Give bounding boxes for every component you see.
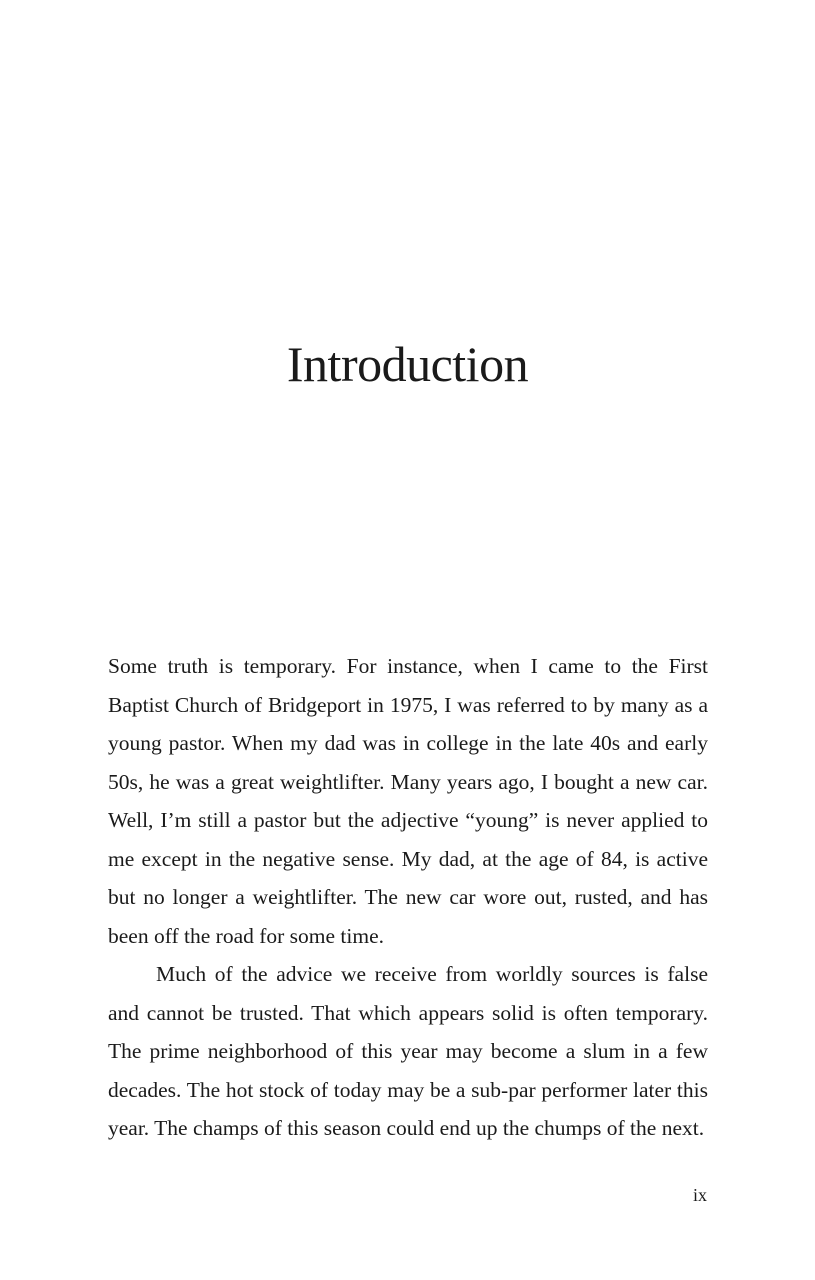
paragraph-1: Some truth is temporary. For instance, when I came to the First Baptist Church of Bridgeport in 1975, I was referred to by many as a young pastor. When my dad was in college in the late 40s and early 50s, he was a great weightlifter. Many years ago, I bought a new car. Well, I’m still a pastor but the adjective “young” is never applied to me except in the negative sense. My dad, at the age of 84, is active but no longer a weightlifter. The new car wore out, rusted, and has been off the road for some time. <box>108 654 708 948</box>
paragraph-2: Much of the advice we receive from worldly sources is false and cannot be trusted. That which appears solid is often temporary. The prime neighborhood of this year may become a slum in a few decades. The hot stock of today may be a sub-par performer later this year. The champs of this season could end up the chumps of the next. <box>108 962 708 1140</box>
chapter-title: Introduction <box>286 336 529 392</box>
body-text <box>108 647 708 1148</box>
page-number: ix <box>692 1185 707 1205</box>
